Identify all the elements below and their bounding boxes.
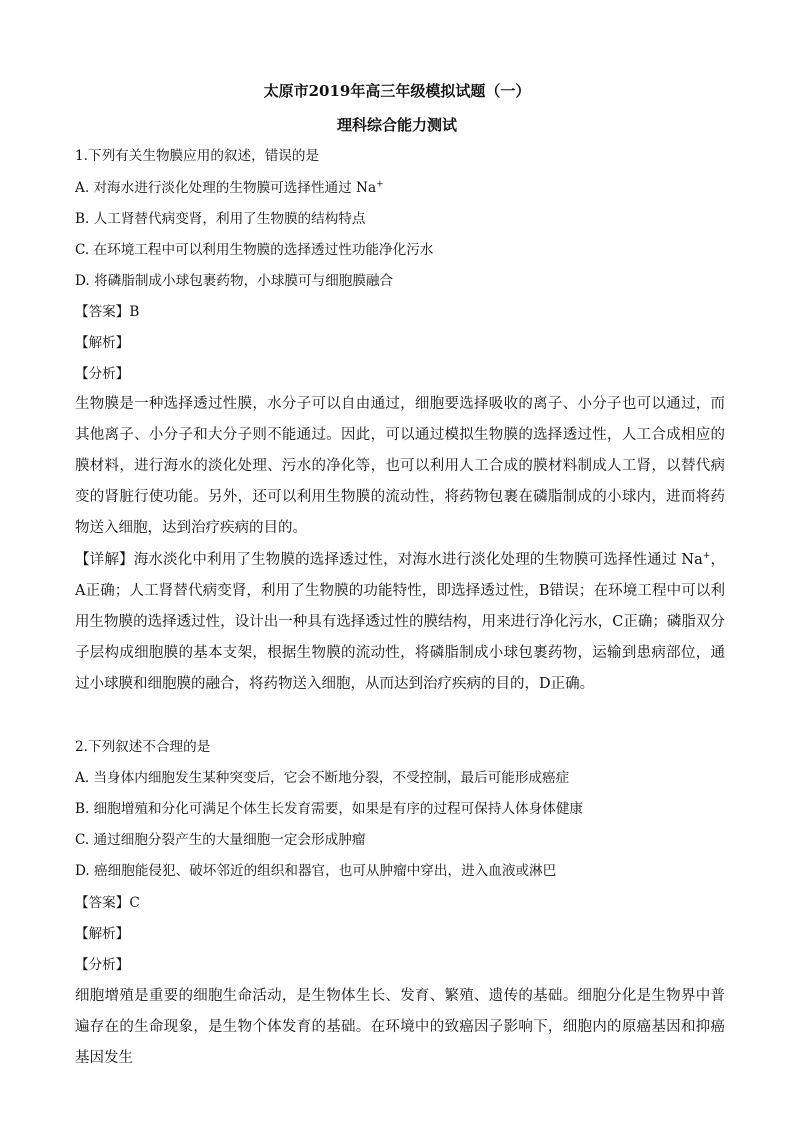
question-1-detail: [75, 545, 725, 705]
question-1-option-c: C. 在环境工程中可以利用生物膜的选择透过性功能净化污水: [75, 242, 434, 258]
question-2-option-c: C. 通过细胞分裂产生的大量细胞一定会形成肿瘤: [75, 832, 366, 848]
question-2-answer: 【答案】C: [75, 895, 140, 911]
page-subtitle: 理科综合能力测试: [336, 116, 457, 134]
question-2-fenxi-label: 【分析】: [75, 957, 130, 973]
question-1-fenxi-label: 【分析】: [75, 366, 130, 382]
question-1-jiexi-label: 【解析】: [75, 335, 130, 351]
detail-label: 【详解】: [75, 552, 134, 568]
question-1-answer: 【答案】B: [75, 304, 140, 320]
question-2-option-d: D. 癌细胞能侵犯、破坏邻近的组织和器官，也可从肿瘤中穿出，进入血液或淋巴: [75, 863, 557, 879]
question-1-stem: 1.下列有关生物膜应用的叙述，错误的是: [75, 148, 320, 164]
question-1-option-a: [75, 178, 735, 198]
page-title: 太原市2019年高三年级模拟试题（一）: [263, 82, 531, 100]
question-2-stem: 2.下列叙述不合理的是: [75, 739, 211, 755]
question-2-jiexi-label: 【解析】: [75, 926, 130, 942]
question-1-analysis: 生物膜是一种选择透过性膜，水分子可以自由通过，细胞要选择吸收的离子、小分子也可以通过，而其他离子、小分子和大分子则不能通过。因此，可以通过模拟生物膜的选择透过性，人工合成相应的膜材料，进行海水的淡化处理、污水的净化等，也可以利用人工合成的膜材料制成人工肾，以替代病变的肾脏行使功能。另外，还可以利用生物膜的流动性，将药物包裹在磷脂制成的小球内，进而将药物送入细胞，达到治疗疾病的目的。: [75, 396, 725, 536]
question-1-option-d: D. 将磷脂制成小球包裹药物，小球膜可与细胞膜融合: [75, 273, 394, 289]
question-2-option-a: A. 当身体内细胞发生某种突变后，它会不断地分裂，不受控制，最后可能形成癌症: [75, 770, 570, 786]
detail-part-a: 海水淡化中利用了生物膜的选择透过性，对海水进行淡化处理的生物膜可选择性通过 Na: [133, 552, 703, 568]
sodium-charge: +: [376, 179, 384, 190]
question-1-option-b: B. 人工肾替代病变肾，利用了生物膜的结构特点: [75, 211, 366, 227]
question-2-analysis: 细胞增殖是重要的细胞生命活动，是生物体生长、发育、繁殖、遗传的基础。细胞分化是生物界中普遍存在的生命现象，是生物个体发育的基础。在环境中的致癌因子影响下，细胞内的原癌基因和抑癌基因发生: [75, 988, 725, 1066]
option-a-text: A. 对海水进行淡化处理的生物膜可选择性通过 Na: [75, 180, 377, 196]
detail-sodium-charge: +: [702, 551, 711, 562]
question-2-option-b: B. 细胞增殖和分化可满足个体生长发育需要，如果是有序的过程可保持人体身体健康: [75, 801, 584, 817]
detail-part-b: ，A正确；人工肾替代病变肾，利用了生物膜的功能特性，即选择透过性，B错误；在环境工程中可以利用生物膜的选择透过性，设计出一种具有选择透过性的膜结构，用来进行净化污水，C正确；磷脂双分子层构成细胞膜的基本支架，根据生物膜的流动性，将磷脂制成小球包裹药物，运输到患病部位，通过小球膜和细胞膜的融合，将药物送入细胞，从而达到治疗疾病的目的，D正确。: [75, 552, 726, 692]
